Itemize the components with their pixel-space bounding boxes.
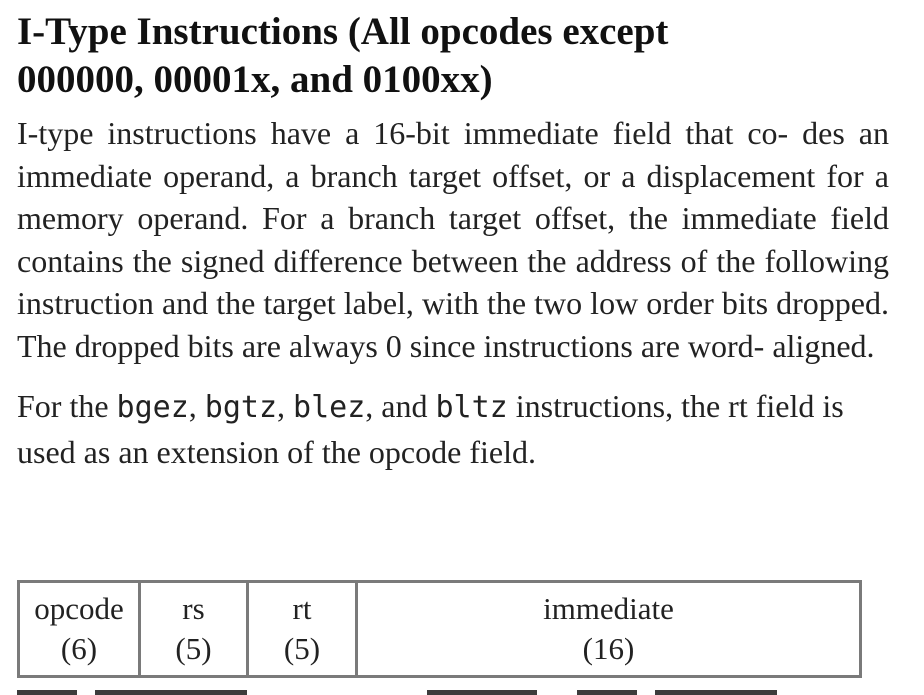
field-name: rs (182, 591, 205, 626)
field-cell-opcode (19, 582, 140, 677)
field-name: immediate (543, 591, 674, 626)
body-paragraph-1: I-type instructions have a 16-bit immediate field that co- des an immediate operand, a branch target offset, or a displacement for a memory operand. For a branch target offset, the immediate field contains the signed difference between the address of the following instruction and the target label, with the two low order bits dropped. The dropped bits are always 0 since instructions are word- aligned. (17, 115, 889, 364)
body-paragraph-2 (17, 384, 889, 474)
document-page (17, 8, 889, 474)
instruction-format-table (17, 580, 862, 678)
field-cell-rs (140, 582, 248, 677)
para2-sep-2: , (277, 388, 294, 424)
heading-line-1: I-Type Instructions (All opcodes except (17, 10, 669, 53)
field-name: rt (292, 591, 312, 626)
field-bits: (5) (283, 631, 321, 666)
field-bits: (16) (582, 631, 635, 666)
para2-sep-1: , (188, 388, 205, 424)
instr-bltz: bltz (435, 390, 508, 425)
field-cell-immediate (357, 582, 861, 677)
section-heading (17, 8, 889, 104)
para2-suffix: instructions, the rt field is used as an extension of the opcode field. (17, 388, 844, 470)
instr-blez: blez (293, 390, 366, 425)
instr-bgtz: bgtz (204, 390, 278, 425)
field-name: opcode (34, 591, 124, 626)
field-cell-rt (248, 582, 357, 677)
para2-prefix: For the (17, 388, 117, 424)
field-bits: (5) (175, 631, 212, 666)
field-bits: (6) (60, 631, 98, 666)
instr-bgez: bgez (116, 390, 189, 425)
format-row (19, 582, 861, 677)
clipped-next-line (17, 684, 777, 695)
para2-sep-3: , and (365, 388, 436, 424)
heading-line-2: 000000, 00001x, and 0100xx) (17, 58, 493, 101)
